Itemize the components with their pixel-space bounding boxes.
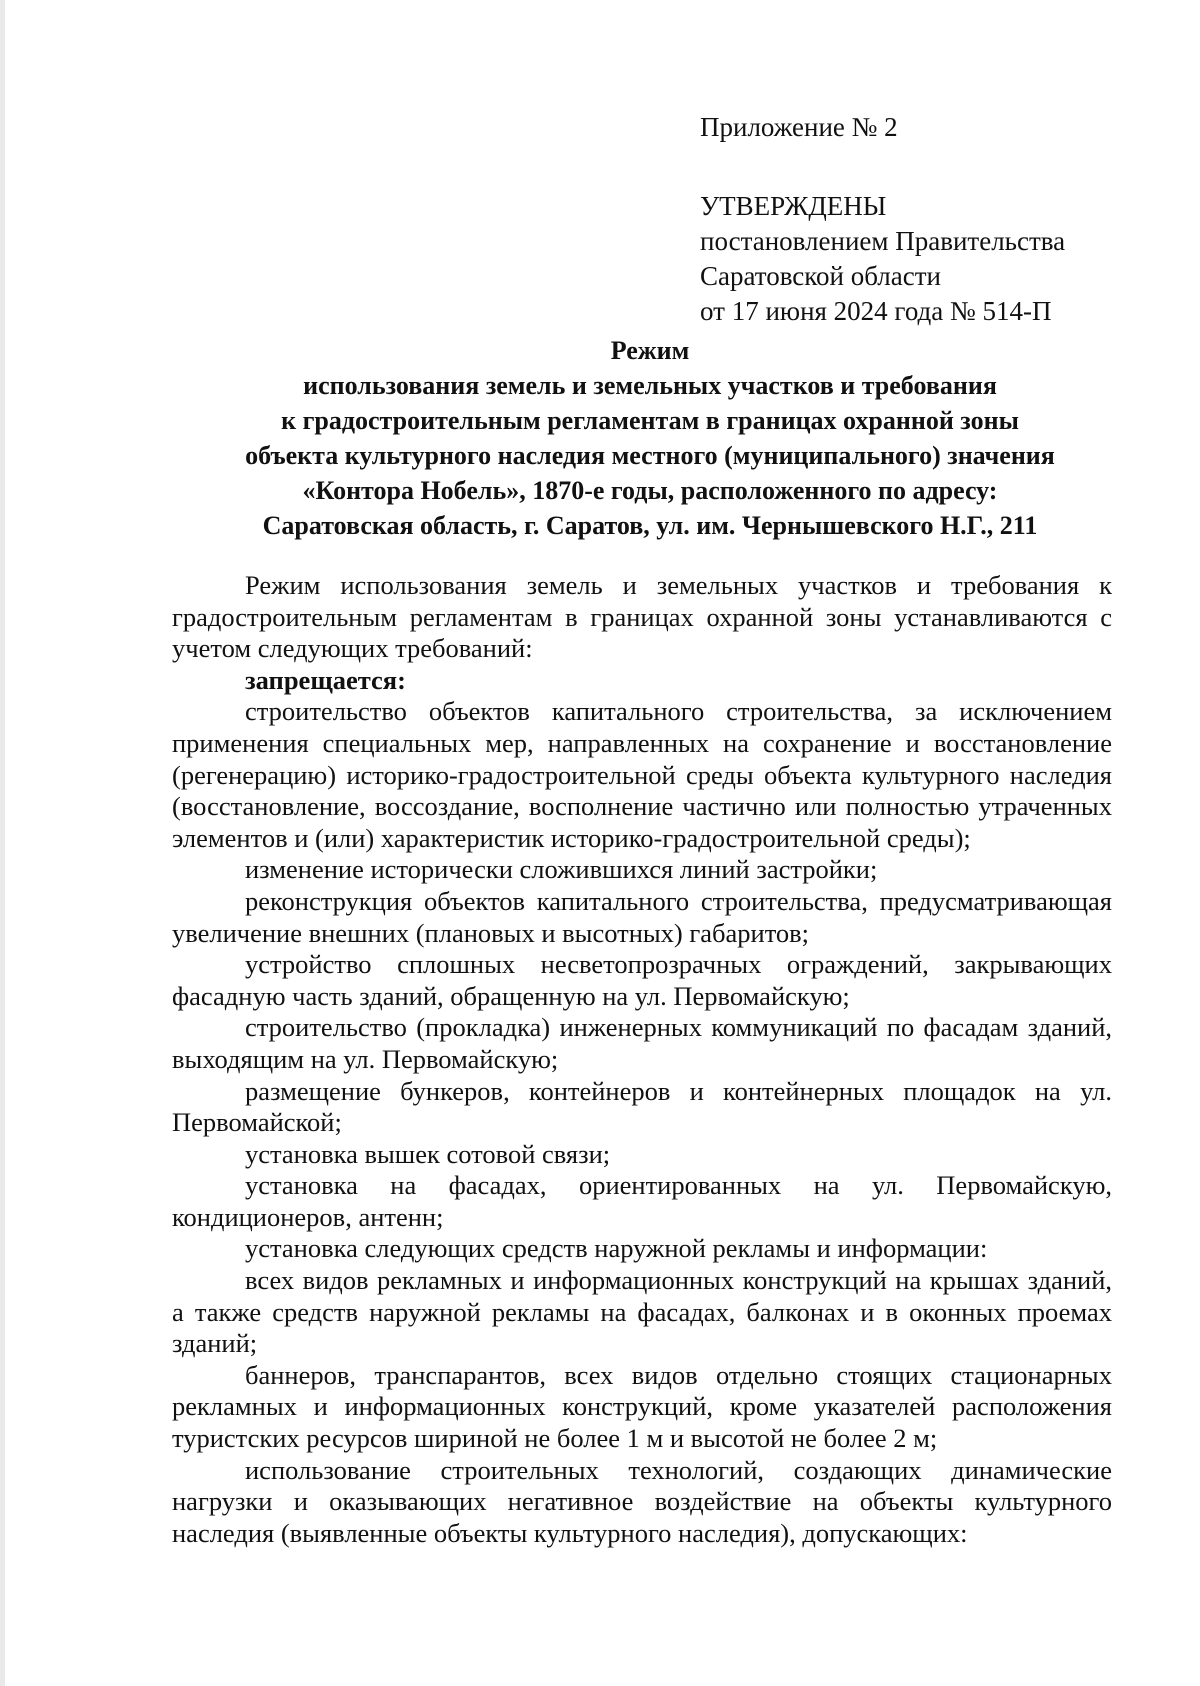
title-line-4: объекта культурного наследия местного (муниципального) значения (245, 441, 1055, 470)
list-item: установка на фасадах, ориентированных на ул. Первомайскую, кондиционеров, антенн; (172, 1170, 1112, 1232)
list-item: всех видов рекламных и информационных конструкций на крышах зданий, а также средств наружной рекламы на фасадах, балконах и в оконных проемах зданий; (172, 1265, 1112, 1359)
list-item: устройство сплошных несветопрозрачных ограждений, закрывающих фасадную часть зданий, обращенную на ул. Первомайскую; (172, 949, 1112, 1011)
title-line-6: Саратовская область, г. Саратов, ул. им. Чернышевского Н.Г., 211 (262, 511, 1038, 540)
list-item: установка вышек сотовой связи; (245, 1138, 611, 1169)
list-item: реконструкция объектов капитального строительства, предусматривающая увеличение внешних (плановых и высотных) габаритов; (172, 885, 1112, 948)
title-line-3: к градостроительным регламентам в границах охранной зоны (281, 406, 1019, 435)
title-line-5: «Контора Нобель», 1870-е годы, расположенного по адресу: (302, 476, 998, 505)
list-item: размещение бункеров, контейнеров и контейнерных площадок на ул. Первомайской; (172, 1075, 1112, 1138)
list-item: баннеров, транспарантов, всех видов отдельно стоящих стационарных рекламных и информационных конструкций, кроме указателей расположения туристских ресурсов шириной не более 1 м и высотой не более 2 м; (172, 1359, 1112, 1454)
title-line-2: использования земель и земельных участков и требования (303, 371, 997, 400)
approval-stamp (700, 110, 1170, 329)
intro-paragraph: Режим использования земель и земельных участков и требования к градостроительным регламентам в границах охранной зоны устанавливаются с учетом следующих требований: (172, 570, 1112, 664)
list-item: строительство объектов капитального строительства, за исключением применения специальных мер, направленных на сохранение и восстановление (регенерацию) историко-градостроительной среды объекта культурного наследия (восстановление, воссоздание, восполнение частично или полностью утраченных элементов и (или) характеристик историко-градостроительной среды); (172, 696, 1112, 853)
list-item: строительство (прокладка) инженерных коммуникаций по фасадам зданий, выходящим на ул. Первомайскую; (172, 1012, 1112, 1074)
prohibited-heading: запрещается: (245, 664, 406, 695)
approved-heading: УТВЕРЖДЕНЫ (700, 191, 887, 221)
scan-edge (0, 0, 5, 1686)
approval-line-3: от 17 июня 2024 года № 514-П (700, 296, 1052, 326)
list-item: использование строительных технологий, создающих динамические нагрузки и оказывающих негативное воздействие на объекты культурного наследия (выявленные объекты культурного наследия), допускающих: (172, 1454, 1112, 1548)
title-line-1: Режим (610, 336, 690, 365)
document-title (140, 333, 1160, 543)
approval-line-1: постановлением Правительства (700, 226, 1066, 256)
approval-line-2: Саратовской области (700, 261, 941, 291)
list-item: установка следующих средств наружной рекламы и информации: (245, 1233, 988, 1264)
appendix-number: Приложение № 2 (700, 112, 898, 142)
document-body (172, 570, 1112, 1549)
list-item: изменение исторически сложившихся линий застройки; (245, 854, 878, 885)
